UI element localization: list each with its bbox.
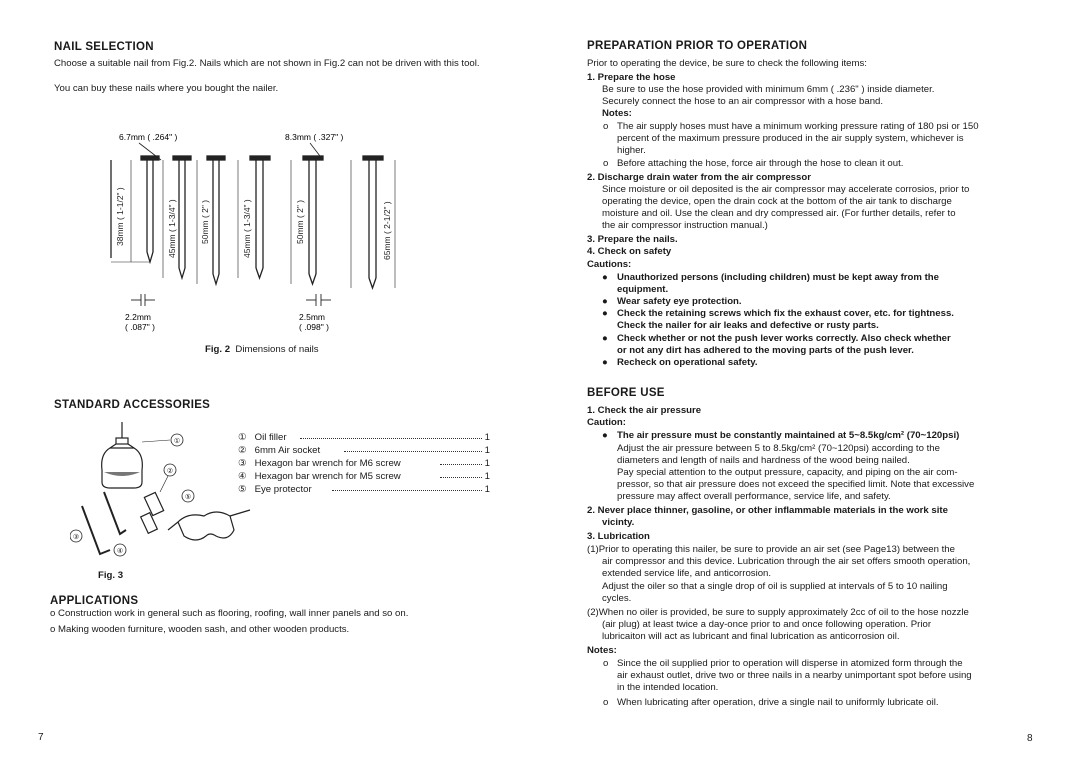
nail-label-3: 50mm ( 2" ): [200, 199, 210, 244]
callout-1: ①: [173, 438, 181, 445]
applications-item: [50, 608, 408, 620]
shank-left: 2.2mm: [125, 312, 151, 322]
caution-text: or not any dirt has adhered to the moving parts of the push lever.: [617, 345, 914, 356]
bullet-dot: ●: [602, 272, 608, 283]
prep-note: The air supply hoses must have a minimum working pressure rating of 180 psi or 150: [617, 121, 979, 132]
accessory-num: ③: [238, 458, 247, 469]
prep-cautions-label: Cautions:: [587, 259, 632, 270]
pressure-text: Adjust the air pressure between 5 to 8.5kg/cm² (70~120psi) according to the: [617, 443, 940, 454]
dim-top-left: 6.7mm ( .264" ): [119, 132, 178, 142]
before-use-step-2: 2. Never place thinner, gasoline, or other inflammable materials in the work site: [587, 505, 948, 516]
accessory-name: Hexagon bar wrench for M5 screw: [254, 471, 401, 482]
accessory-qty: 1: [484, 484, 490, 495]
application-text: Making wooden furniture, wooden sash, and other wooden products.: [58, 624, 350, 635]
bullet-o: o: [603, 658, 609, 669]
nail-label-5: 50mm ( 2" ): [295, 199, 305, 244]
prep-intro: Prior to operating the device, be sure to check the following items:: [587, 58, 867, 69]
pressure-text: pressor, so that air pressure does not exceed the specified limit. Note that excessive: [617, 479, 975, 490]
preparation-heading: PREPARATION PRIOR TO OPERATION: [587, 40, 808, 52]
caution-text: Unauthorized persons (including children) must be kept away from the: [617, 272, 939, 283]
caution-text: Check whether or not the push lever works correctly. Also check whether: [617, 333, 951, 344]
accessory-name: Eye protector: [254, 484, 312, 495]
caution-text: Check the retaining screws which fix the exhaust cover, etc. for tightness.: [617, 308, 954, 319]
nail-selection-text-2: You can buy these nails where you bought the nailer.: [54, 83, 279, 94]
bullet-dot: ●: [602, 308, 608, 319]
before-use-caution-label: Caution:: [587, 417, 626, 428]
nail-label-2: 45mm ( 1-3/4" ): [167, 199, 177, 258]
accessory-item: [238, 445, 490, 457]
nail-dimensions-figure: [95, 128, 435, 338]
callout-2: ②: [166, 468, 174, 475]
lubrication-text: extended service life, and anticorrosion.: [602, 568, 772, 579]
prep-step-2: 2. Discharge drain water from the air compressor: [587, 172, 811, 183]
air-socket-drawing: [141, 476, 168, 533]
dim-top-right: 8.3mm ( .327" ): [285, 132, 344, 142]
nail-label-6: 65mm ( 2-1/2" ): [382, 201, 392, 260]
nail-selection-text-1: Choose a suitable nail from Fig.2. Nails which are not shown in Fig.2 can not be driven with this tool.: [54, 58, 480, 69]
bullet-dot: ●: [602, 430, 608, 441]
oil-filler-drawing: [102, 422, 170, 488]
prep-step-3: 3. Prepare the nails.: [587, 234, 678, 245]
shank-right: 2.5mm: [299, 312, 325, 322]
prep-step-4: 4. Check on safety: [587, 246, 672, 257]
accessory-num: ⑤: [238, 484, 247, 495]
shank-right-in: ( .098" ): [299, 322, 329, 332]
before-use-heading: BEFORE USE: [587, 387, 665, 399]
note-text: in the intended location.: [617, 682, 719, 693]
note-text: air exhaust outlet, drive two or three nails in a nearby unimportant spot before using: [617, 670, 972, 681]
prep-s1-line: Be sure to use the hose provided with minimum 6mm ( .236" ) inside diameter.: [602, 84, 935, 95]
accessory-name: Oil filler: [254, 432, 287, 443]
right-page: [540, 0, 1080, 763]
accessory-qty: 1: [484, 471, 490, 482]
accessory-item: [238, 484, 490, 496]
caution-text: equipment.: [617, 284, 669, 295]
prep-note: higher.: [617, 145, 646, 156]
accessory-num: ②: [238, 445, 247, 456]
before-use-step-2-cont: vicinty.: [602, 517, 635, 528]
accessory-num: ④: [238, 471, 247, 482]
lubrication-text: cycles.: [602, 593, 632, 604]
eye-protector-drawing: [168, 510, 250, 540]
nail-label-1: 38mm ( 1-1/2" ): [115, 187, 125, 246]
prep-s2-line: the air compressor instruction manual.): [602, 220, 768, 231]
bullet: o: [50, 608, 56, 619]
prep-s2-line: operating the device, open the drain cock at the bottom of the air tank to discharge: [602, 196, 952, 207]
caution-text: Wear safety eye protection.: [617, 296, 742, 307]
prep-s2-line: moisture and oil. Use the clean and dry compressed air. (For further details, refer to: [602, 208, 956, 219]
caution-text: The air pressure must be constantly maintained at 5~8.5kg/cm² (70~120psi): [617, 430, 960, 441]
prep-note: Before attaching the hose, force air through the hose to clean it out.: [617, 158, 904, 169]
caution-text: Check the nailer for air leaks and defective or rusty parts.: [617, 320, 879, 331]
bullet-o: o: [603, 697, 609, 708]
prep-s1-line: Securely connect the hose to an air compressor with a hose band.: [602, 96, 884, 107]
bullet-dot: ●: [602, 357, 608, 368]
shank-left-in: ( .087" ): [125, 322, 155, 332]
prep-note: percent of the maximum pressure produced in the air supply system, whichever is: [617, 133, 964, 144]
caution-text: Recheck on operational safety.: [617, 357, 758, 368]
accessory-num: ①: [238, 432, 247, 443]
nail-6: [363, 156, 383, 288]
prep-step-1: 1. Prepare the hose: [587, 72, 676, 83]
lubrication-text: (1)Prior to operating this nailer, be sure to provide an air set (see Page13) between the: [587, 544, 955, 555]
lubrication-text: air compressor and this device. Lubrication through the air set offers smooth operation,: [602, 556, 971, 567]
before-use-step-1: 1. Check the air pressure: [587, 405, 702, 416]
nail-selection-heading: NAIL SELECTION: [54, 41, 154, 53]
accessory-qty: 1: [484, 458, 490, 469]
bullet-dot: ●: [602, 296, 608, 307]
callout-5: ⑤: [184, 494, 192, 501]
accessory-item: [238, 458, 490, 470]
prep-notes-label: Notes:: [602, 108, 632, 119]
nail-4: [250, 156, 270, 278]
callout-4: ④: [116, 548, 124, 555]
accessory-name: Hexagon bar wrench for M6 screw: [254, 458, 401, 469]
accessory-name: 6mm Air socket: [254, 445, 321, 456]
lubrication-text: lubricaiton will act as lubricant and final lubrication as anticorrosion oil.: [602, 631, 900, 642]
pressure-text: Pay special attention to the output pressure, capacity, and piping on the air com-: [617, 467, 958, 478]
page-number-left: 7: [38, 732, 44, 743]
accessory-qty: 1: [484, 432, 490, 443]
lubrication-text: (air plug) at least twice a day-once prior to and once following operation. Prior: [602, 619, 932, 630]
lubrication-text: Adjust the oiler so that a single drop of oil is supplied at intervals of 5 to 10 nailing: [602, 581, 948, 592]
accessory-item: [238, 432, 490, 444]
callout-3: ③: [72, 534, 80, 541]
bullet-o: o: [603, 121, 609, 132]
nail-5: [303, 156, 323, 284]
note-text: Since the oil supplied prior to operation will disperse in atomized form through the: [617, 658, 963, 669]
pressure-text: pressure may affect overall performance, service life, and safety.: [617, 491, 891, 502]
note-text: When lubricating after operation, drive a single nail to uniformly lubricate oil.: [617, 697, 939, 708]
accessory-qty: 1: [484, 445, 490, 456]
bullet: o: [50, 624, 56, 635]
accessory-item: [238, 471, 490, 483]
prep-s2-line: Since moisture or oil deposited is the air compressor may accelerate corrosios, prior to: [602, 184, 970, 195]
nail-label-4: 45mm ( 1-3/4" ): [242, 199, 252, 258]
lubrication-text: (2)When no oiler is provided, be sure to supply approximately 2cc of oil to the hose nozzle: [587, 607, 969, 618]
fig2-caption-text: Dimensions of nails: [235, 344, 319, 355]
bullet-dot: ●: [602, 333, 608, 344]
page-number-right: 8: [1027, 733, 1033, 744]
pressure-text: diameters and length of nails and hardness of the wood being nailed.: [617, 455, 910, 466]
fig2-caption-label: Fig. 2: [205, 344, 231, 355]
before-use-step-3: 3. Lubrication: [587, 531, 650, 542]
application-text: Construction work in general such as flooring, roofing, wall inner panels and so on.: [58, 608, 409, 619]
fig2-caption: [205, 344, 319, 356]
standard-accessories-heading: STANDARD ACCESSORIES: [54, 399, 211, 411]
applications-heading: APPLICATIONS: [50, 595, 139, 607]
bullet-o: o: [603, 158, 609, 169]
applications-item: [50, 624, 349, 636]
fig3-caption: Fig. 3: [98, 570, 124, 581]
before-use-notes-label: Notes:: [587, 645, 617, 656]
